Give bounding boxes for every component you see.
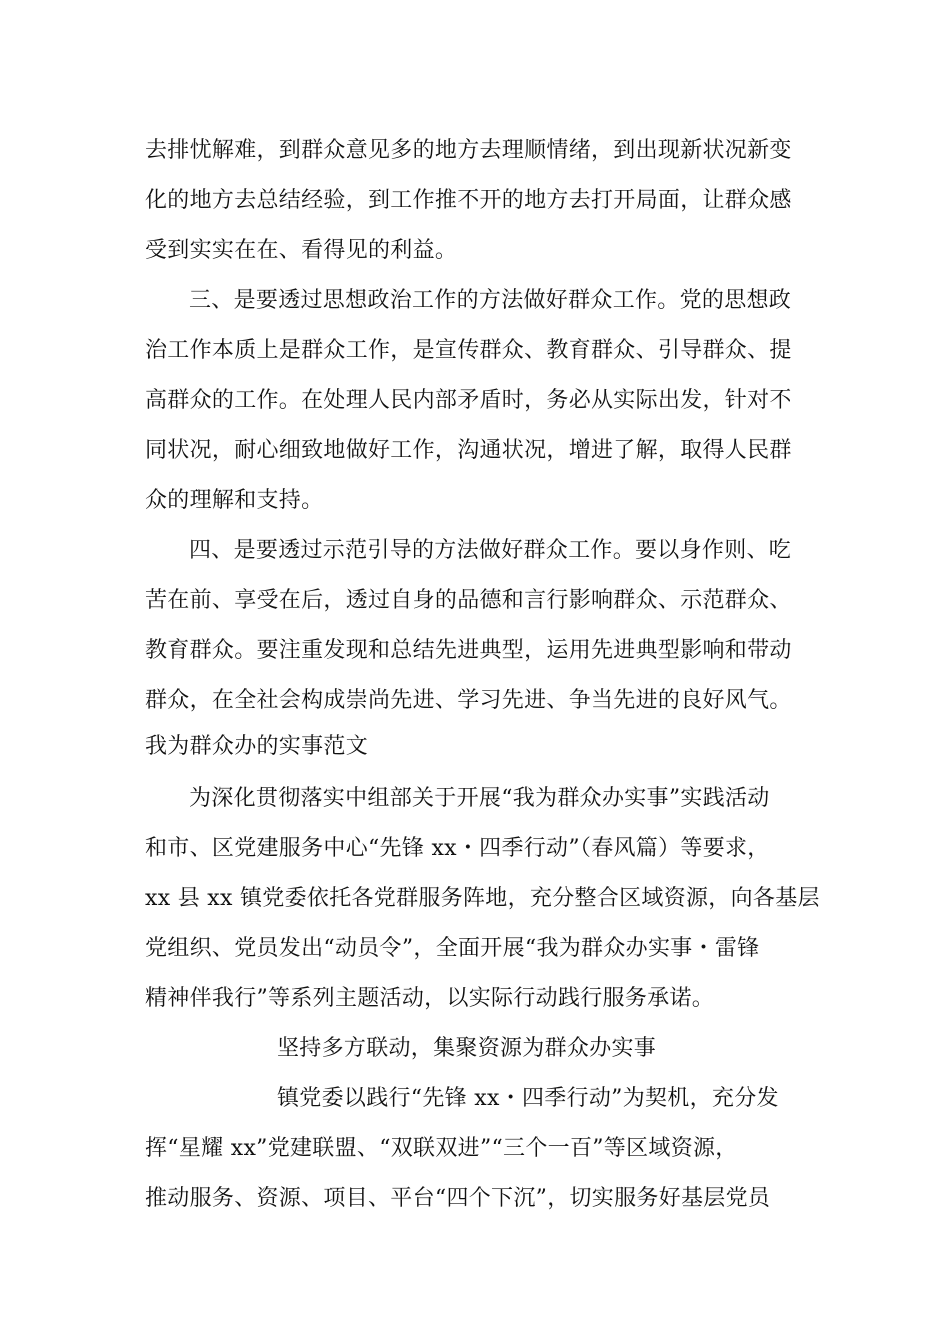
text-line: xx 县 xx 镇党委依托各党群服务阵地，充分整合区域资源，向各基层 [145,886,820,911]
paragraph-first-line: 镇党委以践行“先锋 xx・四季行动”为契机，充分发 [277,1086,779,1111]
text-line: 受到实实在在、看得见的利益。 [145,238,458,263]
text-line: 党组织、党员发出“动员令”，全面开展“我为群众办实事・雷锋 [145,936,760,961]
text-line: 同状况，耐心细致地做好工作，沟通状况，增进了解，取得人民群 [145,438,792,463]
text-line: 化的地方去总结经验，到工作推不开的地方去打开局面，让群众感 [145,188,792,213]
paragraph-first-line: 三、是要透过思想政治工作的方法做好群众工作。党的思想政 [189,288,792,313]
paragraph-first-line: 四、是要透过示范引导的方法做好群众工作。要以身作则、吃 [189,538,792,563]
text-line: 众的理解和支持。 [145,488,324,513]
text-line: 精神伴我行”等系列主题活动，以实际行动践行服务承诺。 [145,986,715,1011]
section-title: 我为群众办的实事范文 [145,734,369,759]
paragraph-first-line: 为深化贯彻落实中组部关于开展“我为群众办实事”实践活动 [189,786,770,811]
text-line: 推动服务、资源、项目、平台“四个下沉”，切实服务好基层党员 [145,1186,771,1211]
text-line: 和市、区党建服务中心“先锋 xx・四季行动”（春风篇）等要求， [145,836,770,861]
text-line: 去排忧解难，到群众意见多的地方去理顺情绪，到出现新状况新变 [145,138,792,163]
subheading: 坚持多方联动，集聚资源为群众办实事 [277,1036,657,1061]
text-line: 挥“星耀 xx”党建联盟、“双联双进”“三个一百”等区域资源， [145,1136,738,1161]
text-line: 教育群众。要注重发现和总结先进典型，运用先进典型影响和带动 [145,638,792,663]
text-line: 群众，在全社会构成崇尚先进、学习先进、争当先进的良好风气。 [145,688,792,713]
text-line: 治工作本质上是群众工作，是宣传群众、教育群众、引导群众、提 [145,338,792,363]
text-line: 苦在前、享受在后，透过自身的品德和言行影响群众、示范群众、 [145,588,792,613]
text-line: 高群众的工作。在处理人民内部矛盾时，务必从实际出发，针对不 [145,388,792,413]
